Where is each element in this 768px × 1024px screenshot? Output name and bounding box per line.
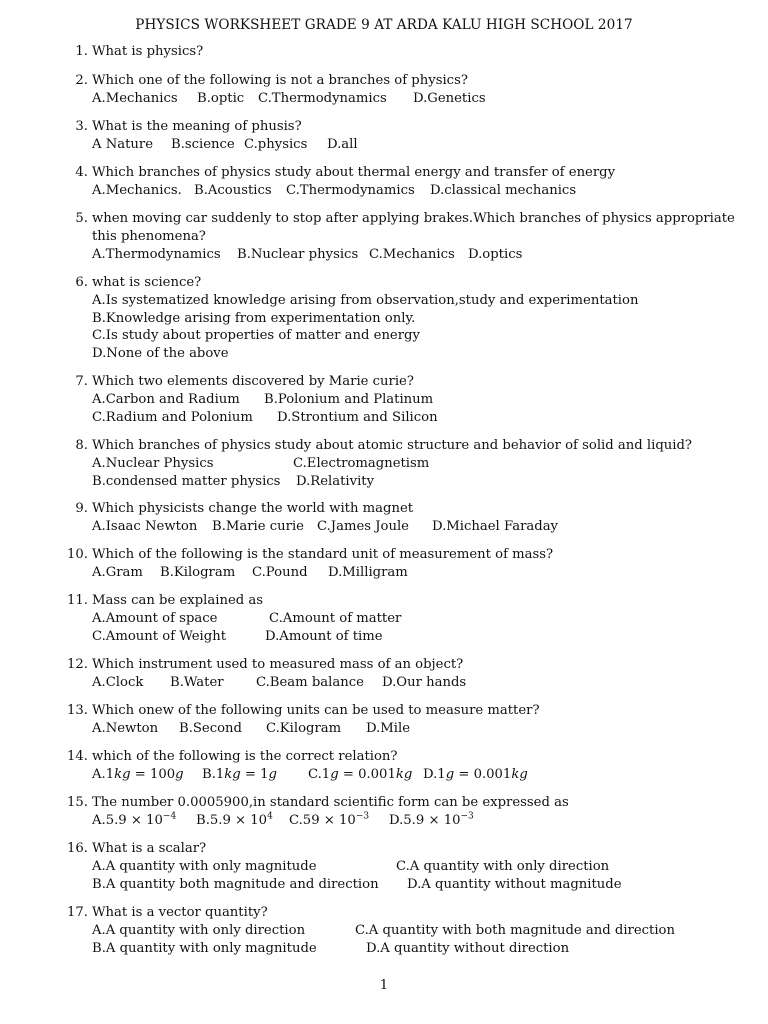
question-number: 15. [67, 795, 88, 810]
option-c: C.physics [244, 137, 308, 152]
option-d-unit-1: g [445, 767, 455, 782]
option-a: A.Carbon and Radium [92, 392, 240, 407]
question-number: 14. [67, 749, 88, 764]
question-number: 6. [75, 275, 88, 290]
question-text: Which one of the following is not a branches of physics? [92, 73, 468, 88]
option-b: B.condensed matter physics [92, 474, 281, 489]
option-d: D.optics [468, 247, 523, 262]
question-number: 8. [75, 438, 88, 453]
option-b: B.Polonium and Platinum [264, 392, 434, 407]
option-c: C.Kilogram [266, 721, 342, 736]
option-c: C.Is study about properties of matter and energy [92, 328, 420, 343]
question-text: The number 0.0005900,in standard scientific form can be expressed as [92, 795, 569, 810]
option-b: B.Second [179, 721, 242, 736]
option-b: B.Kilogram [160, 565, 236, 580]
option-d: D.Amount of time [265, 629, 383, 644]
question-text: Which physicists change the world with magnet [92, 501, 414, 516]
option-a: A.A quantity with only magnitude [92, 859, 317, 874]
option-a: A.Gram [92, 565, 143, 580]
option-b-value: = 1 [240, 767, 269, 782]
option-a [92, 767, 184, 782]
question-text: Which two elements discovered by Marie curie? [92, 374, 414, 389]
option-a: A.Clock [92, 675, 144, 690]
option-c: C.Pound [252, 565, 308, 580]
option-a-base: A.5.9 × 10 [92, 813, 163, 828]
option-c: C.A quantity with only direction [396, 859, 610, 874]
option-a-prefix: A.1 [92, 767, 115, 782]
question-number: 3. [75, 119, 88, 134]
option-d: D.classical mechanics [430, 183, 577, 198]
option-c: C.James Joule [317, 519, 409, 534]
option-b: B.Water [170, 675, 224, 690]
option-d-base: D.5.9 × 10 [389, 813, 461, 828]
option-c-value: = 0.001 [338, 767, 396, 782]
option-b-exponent: 4 [267, 811, 273, 822]
option-d [389, 813, 474, 828]
option-c: C.Radium and Polonium [92, 410, 253, 425]
option-d: D.Strontium and Silicon [277, 410, 438, 425]
question-text: Mass can be explained as [92, 593, 264, 608]
option-a: A.Thermodynamics [92, 247, 221, 262]
option-a: A.Isaac Newton [92, 519, 198, 534]
question-number: 10. [67, 547, 88, 562]
option-c: C.Beam balance [256, 675, 364, 690]
question-text: What is a vector quantity? [92, 905, 268, 920]
option-c-second: C.Amount of Weight [92, 629, 227, 644]
option-d-exponent: −3 [460, 811, 474, 822]
option-d-value: = 0.001 [454, 767, 512, 782]
option-a: A.Newton [92, 721, 159, 736]
option-b: B.science [171, 137, 235, 152]
option-d: D.A quantity without direction [366, 941, 570, 956]
option-b [202, 767, 277, 782]
option-b: B.A quantity with only magnitude [92, 941, 317, 956]
option-a: A.Nuclear Physics [92, 456, 214, 471]
option-b: B.A quantity both magnitude and direction [92, 877, 379, 892]
option-a: A.Is systematized knowledge arising from observation,study and experimentation [92, 293, 639, 308]
option-d: D.None of the above [92, 346, 229, 361]
option-b-unit-2: g [268, 767, 277, 782]
option-a: A.Mechanics. [92, 183, 182, 198]
option-c-unit-1: g [330, 767, 339, 782]
option-b-prefix: B.1 [202, 767, 225, 782]
option-b [196, 813, 273, 828]
option-c [308, 767, 412, 782]
option-d: D.Our hands [382, 675, 467, 690]
question-text: which of the following is the correct relation? [92, 749, 398, 764]
question-number: 11. [67, 593, 88, 608]
option-b-base: B.5.9 × 10 [196, 813, 268, 828]
question-text: What is the meaning of phusis? [92, 119, 302, 134]
question-text: Which instrument used to measured mass of an object? [92, 657, 464, 672]
option-a-value: = 100 [130, 767, 176, 782]
option-a: A.A quantity with only direction [92, 923, 306, 938]
question-text: Which branches of physics study about thermal energy and transfer of energy [92, 165, 616, 180]
option-c: C.Electromagnetism [293, 456, 430, 471]
option-c: C.Amount of matter [269, 611, 402, 626]
question-number: 16. [67, 841, 88, 856]
option-b: B.Knowledge arising from experimentation only. [92, 311, 416, 326]
option-d: D.Milligram [328, 565, 408, 580]
option-c: C.Mechanics [369, 247, 455, 262]
option-a-unit-1: kg [114, 767, 131, 782]
option-c-unit-2: kg [395, 767, 413, 782]
option-d-prefix: D.1 [423, 767, 446, 782]
option-a: A.Amount of space [92, 611, 218, 626]
option-b-unit-1: kg [224, 767, 241, 782]
question-text: when moving car suddenly to stop after applying brakes.Which branches of physics appropriate [92, 211, 735, 226]
question-number: 2. [75, 73, 88, 88]
option-d: D.Relativity [296, 474, 375, 489]
worksheet-title: PHYSICS WORKSHEET GRADE 9 AT ARDA KALU HIGH SCHOOL 2017 [135, 17, 633, 33]
question-number: 12. [67, 657, 88, 672]
option-d: D.Michael Faraday [432, 519, 559, 534]
question-text: What is physics? [92, 44, 204, 59]
option-a-exponent: −4 [162, 811, 177, 822]
option-c: C.A quantity with both magnitude and direction [355, 923, 675, 938]
option-a-unit-2: g [175, 767, 184, 782]
option-b: B.Marie curie [212, 519, 304, 534]
option-c-base: C.59 × 10 [289, 813, 356, 828]
option-d: D.A quantity without magnitude [407, 877, 622, 892]
question-number: 9. [75, 501, 88, 516]
question-number: 13. [67, 703, 88, 718]
option-a: A.Mechanics [92, 91, 178, 106]
option-c: C.Thermodynamics [258, 91, 387, 106]
question-number: 5. [75, 211, 88, 226]
option-d: D.Genetics [413, 91, 486, 106]
question-text: Which onew of the following units can be used to measure matter? [92, 703, 540, 718]
option-d: D.Mile [366, 721, 411, 736]
question-text: what is science? [92, 275, 202, 290]
question-text: Which branches of physics study about atomic structure and behavior of solid and liquid? [92, 438, 692, 453]
option-c-exponent: −3 [355, 811, 370, 822]
page-number: 1 [379, 978, 389, 993]
question-text-continued: this phenomena? [92, 229, 206, 244]
question-number: 7. [75, 374, 88, 389]
option-a [92, 813, 176, 828]
question-text: What is a scalar? [92, 841, 207, 856]
option-c [289, 813, 369, 828]
option-d: D.all [327, 137, 358, 152]
question-text: Which of the following is the standard unit of measurement of mass? [92, 547, 554, 562]
option-b: B.Acoustics [194, 183, 272, 198]
option-d [423, 767, 528, 782]
question-number: 1. [75, 44, 88, 59]
option-c: C.Thermodynamics [286, 183, 415, 198]
option-c-prefix: C.1 [308, 767, 331, 782]
question-number: 4. [75, 165, 88, 180]
option-a: A Nature [92, 137, 154, 152]
question-number: 17. [67, 905, 88, 920]
option-d-unit-2: kg [511, 767, 528, 782]
option-b: B.Nuclear physics [237, 247, 359, 262]
option-b: B.optic [197, 91, 245, 106]
